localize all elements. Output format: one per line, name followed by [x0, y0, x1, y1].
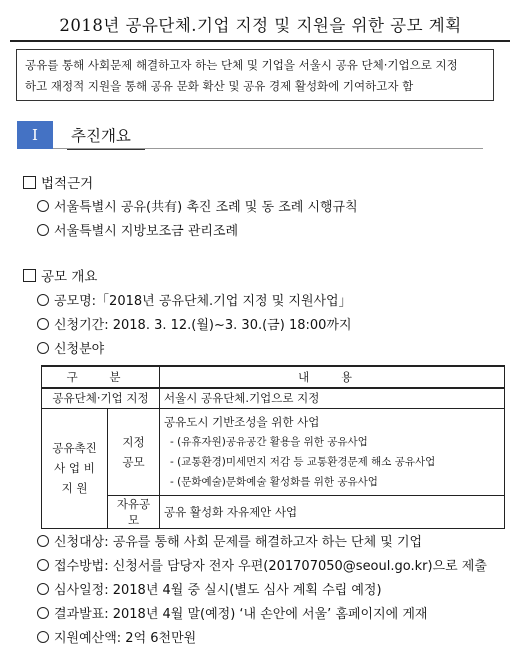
group-label-support: 공유촉진 사 업 비 지 원	[42, 408, 108, 528]
title-divider	[10, 40, 510, 42]
checkbox-square-icon	[23, 176, 36, 189]
table-row	[42, 388, 505, 408]
circle-bullet-icon	[37, 559, 49, 571]
circle-bullet-icon	[37, 318, 49, 330]
row-label-designation: 공유단체·기업 지정	[42, 388, 160, 408]
row-label-free-contest: 자유공모	[108, 495, 160, 528]
section-number: I	[17, 121, 53, 149]
table-header-row	[42, 366, 505, 388]
circle-bullet-icon	[37, 224, 49, 236]
circle-bullet-icon	[37, 583, 49, 595]
row-content-designation: 서울시 공유단체.기업으로 지정	[160, 388, 505, 408]
circle-bullet-icon	[37, 631, 49, 643]
section-title: 추진개요	[67, 124, 145, 150]
circle-bullet-icon	[37, 607, 49, 619]
row-content-free-contest: 공유 활성화 자유제안 사업	[160, 495, 505, 528]
contest-item-method: 접수방법: 신청서를 담당자 전자 우편(201707050@seoul.go.kr)으로 제출	[37, 555, 487, 574]
row-content-designated-contest: 공유도시 기반조성을 위한 사업 - (유휴자원)공유공간 활용을 위한 공유사업 - (교통환경)미세먼지 저감 등 교통환경문제 해소 공유사업 - (문화예술)문화예술 활성화를 위한 공유사업	[160, 408, 505, 495]
circle-bullet-icon	[37, 200, 49, 212]
purpose-line-2: 하고 재정적 지원을 통해 공유 문화 확산 및 공유 경제 활성화에 기여하고자 함	[25, 79, 414, 93]
contest-heading: 공모 개요	[23, 265, 97, 285]
basis-heading: 법적근거	[23, 172, 93, 192]
contest-item-field: 신청분야	[37, 338, 104, 357]
basis-item-1: 서울특별시 공유(共有) 촉진 조례 및 동 조례 시행규칙	[37, 196, 358, 215]
circle-bullet-icon	[37, 294, 49, 306]
contest-item-target: 신청대상: 공유를 통해 사회 문제를 해결하고자 하는 단체 및 기업	[37, 531, 422, 550]
contest-item-schedule: 심사일정: 2018년 4월 중 실시(별도 심사 계획 수립 예정)	[37, 579, 382, 598]
table-row	[42, 408, 505, 495]
field-table	[41, 365, 505, 529]
circle-bullet-icon	[37, 535, 49, 547]
row-label-designated-contest: 지정 공모	[108, 408, 160, 495]
purpose-box	[16, 49, 494, 101]
section-header	[17, 121, 497, 149]
contest-item-budget: 지원예산액: 2억 6천만원	[37, 627, 196, 646]
circle-bullet-icon	[37, 342, 49, 354]
table-row	[42, 495, 505, 528]
basis-item-2: 서울특별시 지방보조금 관리조례	[37, 220, 238, 239]
contest-item-name: 공모명:「2018년 공유단체.기업 지정 및 지원사업」	[37, 290, 352, 309]
contest-item-period: 신청기간: 2018. 3. 12.(월)~3. 30.(금) 18:00까지	[37, 314, 352, 333]
table-header-category: 구 분	[42, 366, 160, 388]
purpose-line-1: 공유를 통해 사회문제 해결하고자 하는 단체 및 기업을 서울시 공유 단체·기업으로 지정	[25, 58, 458, 72]
checkbox-square-icon	[23, 269, 36, 282]
table-header-content: 내 용	[160, 366, 505, 388]
section-underline	[53, 148, 483, 149]
contest-item-announcement: 결과발표: 2018년 4월 말(예정) ‘내 손안에 서울’ 홈페이지에 게재	[37, 603, 427, 622]
document-title: 2018년 공유단체.기업 지정 및 지원을 위한 공모 계획	[59, 16, 462, 35]
